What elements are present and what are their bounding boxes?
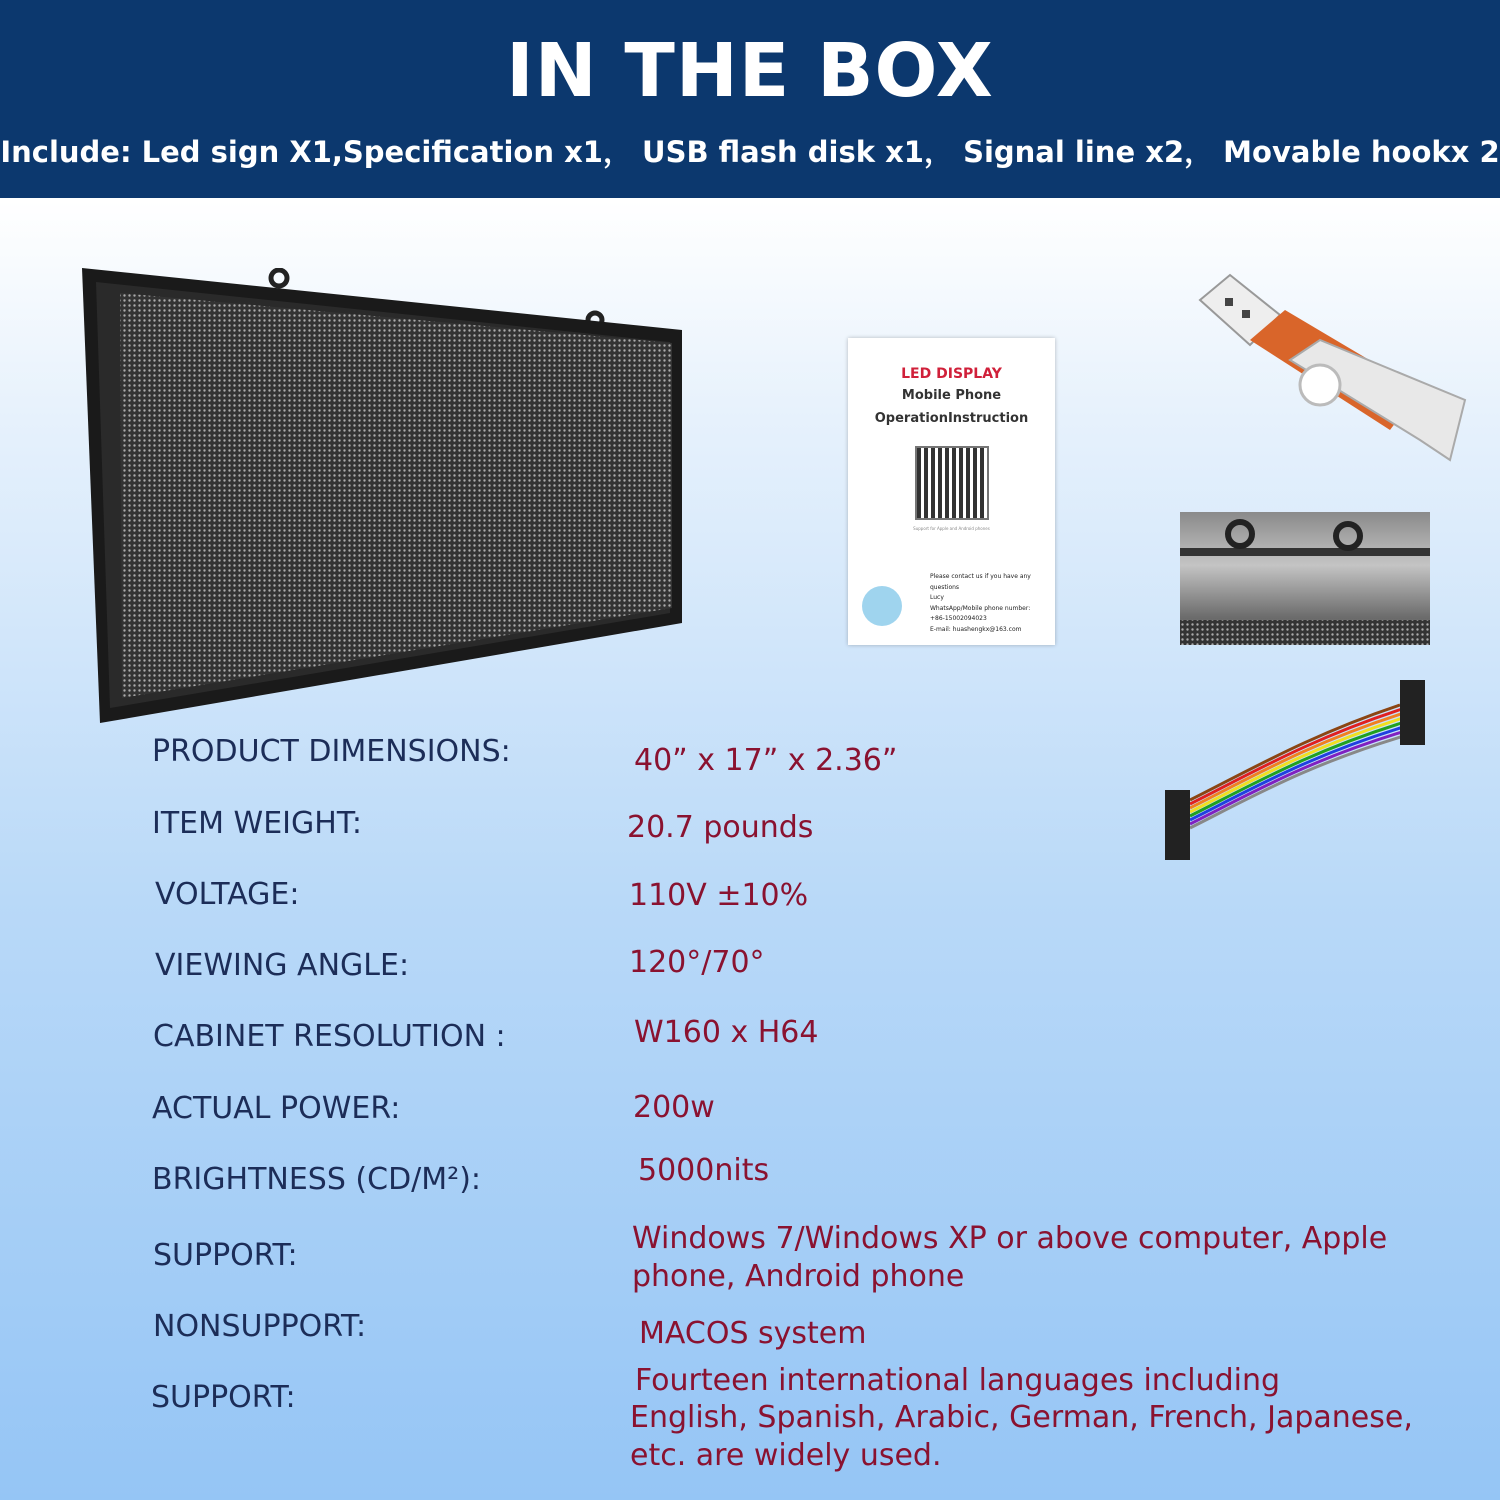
contact-line: Lucy xyxy=(930,594,944,601)
spec-label: PRODUCT DIMENSIONS: xyxy=(152,734,511,769)
header-banner xyxy=(0,0,1500,198)
spec-value: 120°/70° xyxy=(629,945,765,980)
spec-label: SUPPORT: xyxy=(151,1380,296,1415)
contact-line: questions xyxy=(930,583,960,591)
spec-value: 40” x 17” x 2.36” xyxy=(634,743,898,778)
spec-value: Fourteen international languages including xyxy=(635,1363,1281,1398)
spec-label: SUPPORT: xyxy=(153,1238,298,1273)
support-avatar-icon xyxy=(862,586,902,626)
spec-value: phone, Android phone xyxy=(632,1259,965,1294)
contact-line: Please contact us if you have any xyxy=(930,573,1031,580)
spec-value: 110V ±10% xyxy=(629,878,809,913)
card-title: LED DISPLAY xyxy=(901,366,1002,382)
spec-value: MACOS system xyxy=(639,1316,867,1351)
usb-flash-disk-image xyxy=(1190,270,1470,465)
movable-hooks-image xyxy=(1180,512,1430,645)
signal-line-image xyxy=(1160,675,1430,870)
led-sign-image xyxy=(82,268,682,723)
contact-info xyxy=(930,572,1031,635)
spec-label: ACTUAL POWER: xyxy=(152,1091,401,1126)
spec-label: BRIGHTNESS (CD/M²): xyxy=(152,1162,482,1197)
spec-value: 200w xyxy=(633,1090,715,1125)
spec-value: 20.7 pounds xyxy=(627,810,814,845)
instruction-card xyxy=(848,338,1055,645)
spec-value: English, Spanish, Arabic, German, French, Japanese, xyxy=(630,1400,1413,1435)
qr-code-icon xyxy=(915,446,989,520)
qr-caption: Support for Apple and Android phones xyxy=(913,526,990,531)
spec-value: Windows 7/Windows XP or above computer, Apple xyxy=(632,1221,1388,1256)
spec-label: VOLTAGE: xyxy=(155,877,300,912)
card-subtitle: Mobile Phone xyxy=(901,388,1002,403)
spec-label: VIEWING ANGLE: xyxy=(155,948,410,983)
spec-value: 5000nits xyxy=(638,1153,770,1188)
spec-label: NONSUPPORT: xyxy=(153,1309,367,1344)
included-items: Include: Led sign X1,Specification x1， USB flash disk x1， Signal line x2， Movable hookx 2 xyxy=(0,135,1500,169)
spec-label: CABINET RESOLUTION : xyxy=(153,1019,506,1054)
spec-label: ITEM WEIGHT: xyxy=(152,806,362,841)
contact-line: WhatsApp/Mobile phone number: xyxy=(930,604,1031,612)
page-title: IN THE BOX xyxy=(506,28,994,114)
spec-value: W160 x H64 xyxy=(634,1015,819,1050)
contact-line: +86-15002094023 xyxy=(930,615,987,622)
card-subtitle-2: OperationInstruction xyxy=(874,411,1029,426)
spec-value: etc. are widely used. xyxy=(630,1438,942,1473)
contact-line: E-mail: huashengkx@163.com xyxy=(930,625,1022,633)
